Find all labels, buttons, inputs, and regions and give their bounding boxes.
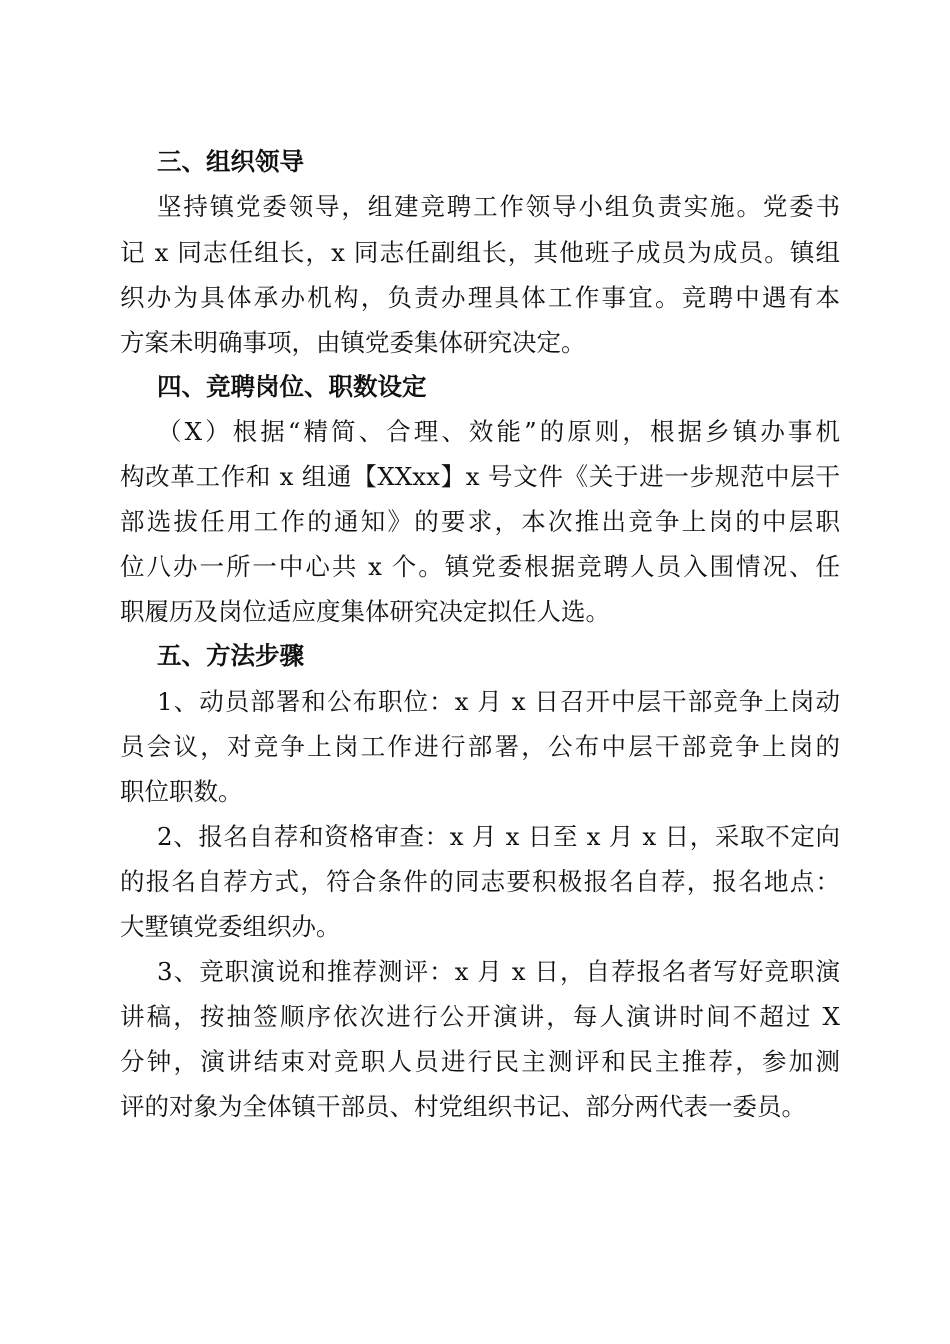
paragraph-line: 1、动员部署和公布职位：x 月 x 日召开中层干部竞争上岗动	[157, 687, 840, 716]
paragraph-line: 讲稿，按抽签顺序依次进行公开演讲，每人演讲时间不超过 X	[120, 1002, 840, 1031]
paragraph-line: 职履历及岗位适应度集体研究决定拟任人选。	[120, 597, 610, 626]
paragraph-line: 织办为具体承办机构，负责办理具体工作事宜。竞聘中遇有本	[120, 283, 840, 312]
section-heading-3: 三、组织领导	[157, 147, 304, 176]
paragraph-line: 3、竞职演说和推荐测评：x 月 x 日，自荐报名者写好竞职演	[157, 957, 840, 986]
paragraph-line: 职位职数。	[120, 777, 243, 806]
paragraph-line: 的报名自荐方式，符合条件的同志要积极报名自荐，报名地点：	[120, 867, 840, 896]
paragraph-line: 坚持镇党委领导，组建竞聘工作领导小组负责实施。党委书	[157, 192, 840, 221]
paragraph-line: 方案未明确事项，由镇党委集体研究决定。	[120, 328, 586, 357]
section-heading-4: 四、竞聘岗位、职数设定	[157, 372, 427, 401]
paragraph-line: 构改革工作和 x 组通【XXxx】x 号文件《关于进一步规范中层干	[120, 462, 840, 491]
paragraph-line: 评的对象为全体镇干部员、村党组织书记、部分两代表一委员。	[120, 1092, 806, 1121]
paragraph-line: （X）根据“精简、合理、效能”的原则，根据乡镇办事机	[157, 417, 840, 446]
paragraph-line: 大墅镇党委组织办。	[120, 912, 341, 941]
paragraph-line: 分钟，演讲结束对竞职人员进行民主测评和民主推荐，参加测	[120, 1047, 840, 1076]
paragraph-line: 部选拔任用工作的通知》的要求，本次推出竞争上岗的中层职	[120, 507, 840, 536]
paragraph-line: 2、报名自荐和资格审查：x 月 x 日至 x 月 x 日，采取不定向	[157, 822, 840, 851]
paragraph-line: 位八办一所一中心共 x 个。镇党委根据竞聘人员入围情况、任	[120, 552, 840, 581]
paragraph-line: 员会议，对竞争上岗工作进行部署，公布中层干部竞争上岗的	[120, 732, 840, 761]
paragraph-line: 记 x 同志任组长，x 同志任副组长，其他班子成员为成员。镇组	[120, 238, 840, 267]
section-heading-5: 五、方法步骤	[157, 641, 304, 670]
